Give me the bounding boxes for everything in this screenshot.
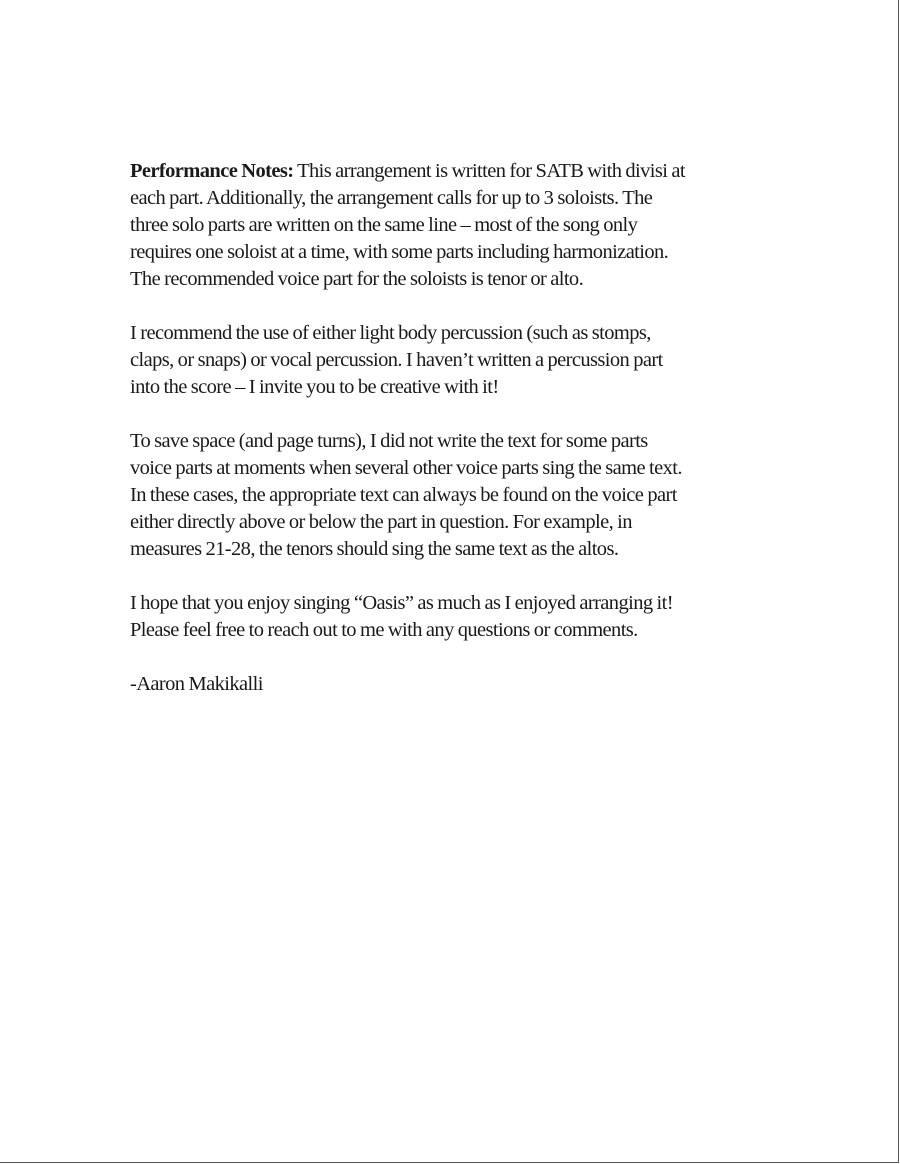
performance-notes [130, 158, 790, 698]
author-signature: -Aaron Makikalli [130, 673, 263, 695]
text-line-content: This arrangement is written for SATB with divisi at [293, 160, 685, 182]
paragraph-performance-notes [130, 158, 790, 293]
paragraph-closing [130, 590, 790, 644]
text-line: three solo parts are written on the same line – most of the song only [130, 214, 638, 236]
text-line: I recommend the use of either light body percussion (such as stomps, [130, 322, 651, 344]
paragraph-percussion [130, 320, 790, 401]
text-line: either directly above or below the part in question. For example, in [130, 511, 632, 533]
text-line: measures 21-28, the tenors should sing the same text as the altos. [130, 538, 619, 560]
text-line: In these cases, the appropriate text can always be found on the voice part [130, 484, 677, 506]
performance-notes-heading: Performance Notes: [130, 160, 294, 182]
text-line: The recommended voice part for the soloists is tenor or alto. [130, 268, 584, 290]
text-line: requires one soloist at a time, with some parts including harmonization. [130, 241, 669, 263]
text-line: each part. Additionally, the arrangement calls for up to 3 soloists. The [130, 187, 653, 209]
text-line: To save space (and page turns), I did not write the text for some parts [130, 430, 648, 452]
text-line: Please feel free to reach out to me with any questions or comments. [130, 619, 638, 641]
text-line: I hope that you enjoy singing “Oasis” as much as I enjoyed arranging it! [130, 592, 673, 614]
text-line [130, 158, 790, 185]
text-line: claps, or snaps) or vocal percussion. I haven’t written a percussion part [130, 349, 663, 371]
text-line: voice parts at moments when several other voice parts sing the same text. [130, 457, 682, 479]
text-line: into the score – I invite you to be creative with it! [130, 376, 499, 398]
paragraph-text-placement [130, 428, 790, 563]
